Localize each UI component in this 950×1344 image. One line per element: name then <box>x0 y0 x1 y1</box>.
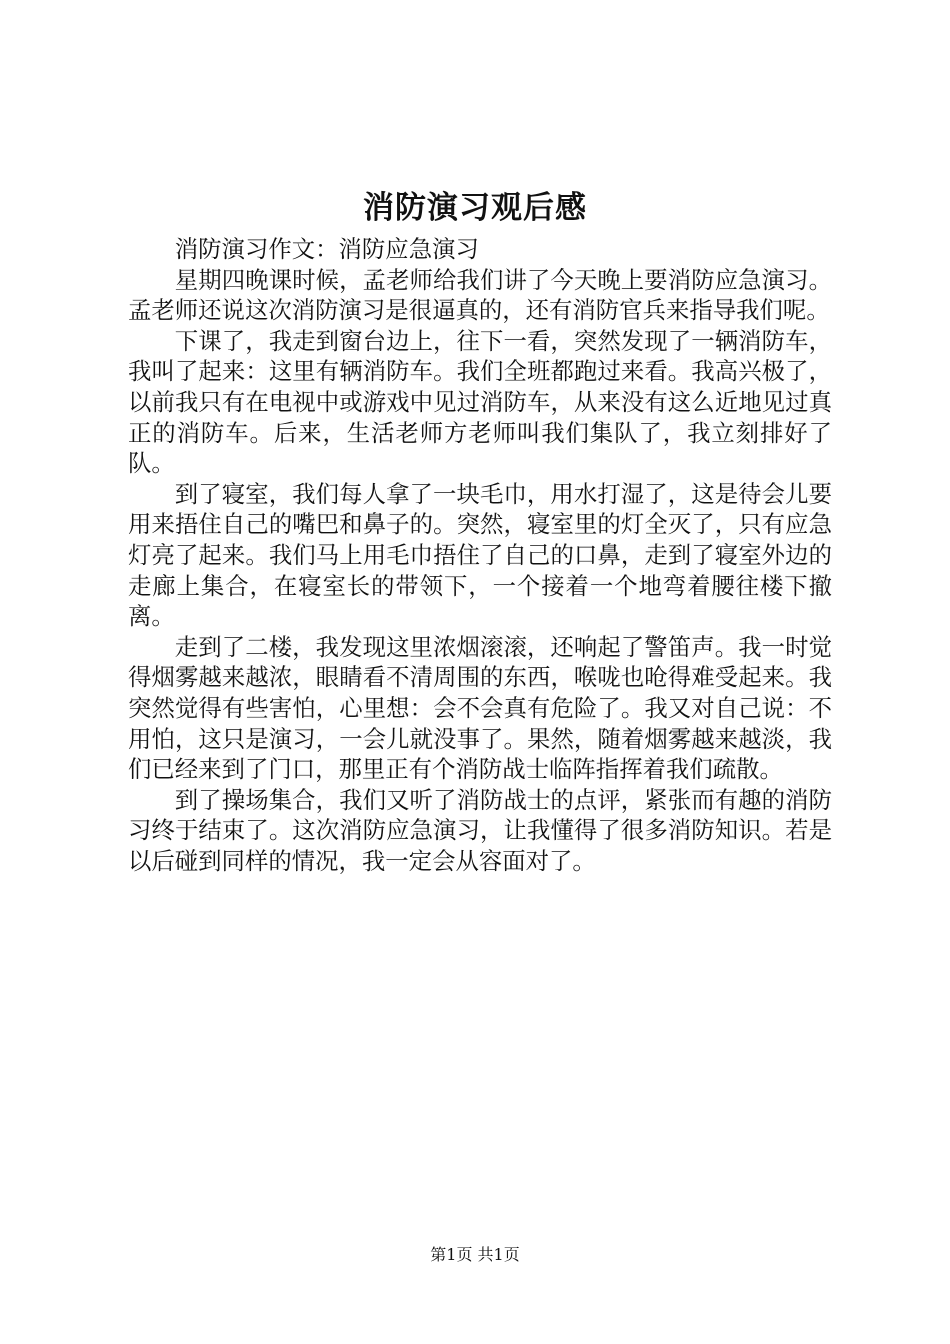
body-paragraph-5: 到了操场集合，我们又听了消防战士的点评，紧张而有趣的消防习终于结束了。这次消防应急演习，让我懂得了很多消防知识。若是以后碰到同样的情况，我一定会从容面对了。 <box>128 785 832 875</box>
subtitle-paragraph: 消防演习作文：消防应急演习 <box>174 235 479 263</box>
body-paragraph-2: 下课了，我走到窗台边上，往下一看，突然发现了一辆消防车，我叫了起来：这里有辆消防车。我们全班都跑过来看。我高兴极了，以前我只有在电视中或游戏中见过消防车，从来没有这么近地见过真正的消防车。后来，生活老师方老师叫我们集队了，我立刻排好了队。 <box>128 326 832 478</box>
body-paragraph-4: 走到了二楼，我发现这里浓烟滚滚，还响起了警笛声。我一时觉得烟雾越来越浓，眼睛看不清周围的东西，喉咙也呛得难受起来。我突然觉得有些害怕，心里想：会不会真有危险了。我又对自己说：不用怕，这只是演习，一会儿就没事了。果然，随着烟雾越来越淡，我们已经来到了门口，那里正有个消防战士临阵指挥着我们疏散。 <box>128 632 832 784</box>
page-footer: 第1页 共1页 <box>430 1245 520 1264</box>
body-paragraph-1: 星期四晚课时候，孟老师给我们讲了今天晚上要消防应急演习。孟老师还说这次消防演习是很逼真的，还有消防官兵来指导我们呢。 <box>128 265 832 325</box>
body-paragraph-3: 到了寝室，我们每人拿了一块毛巾，用水打湿了，这是待会儿要用来捂住自己的嘴巴和鼻子的。突然，寝室里的灯全灭了，只有应急灯亮了起来。我们马上用毛巾捂住了自己的口鼻，走到了寝室外边的走廊上集合，在寝室长的带领下，一个接着一个地弯着腰往楼下撤离。 <box>128 479 832 631</box>
document-title: 消防演习观后感 <box>363 190 587 226</box>
document-body <box>128 234 832 876</box>
